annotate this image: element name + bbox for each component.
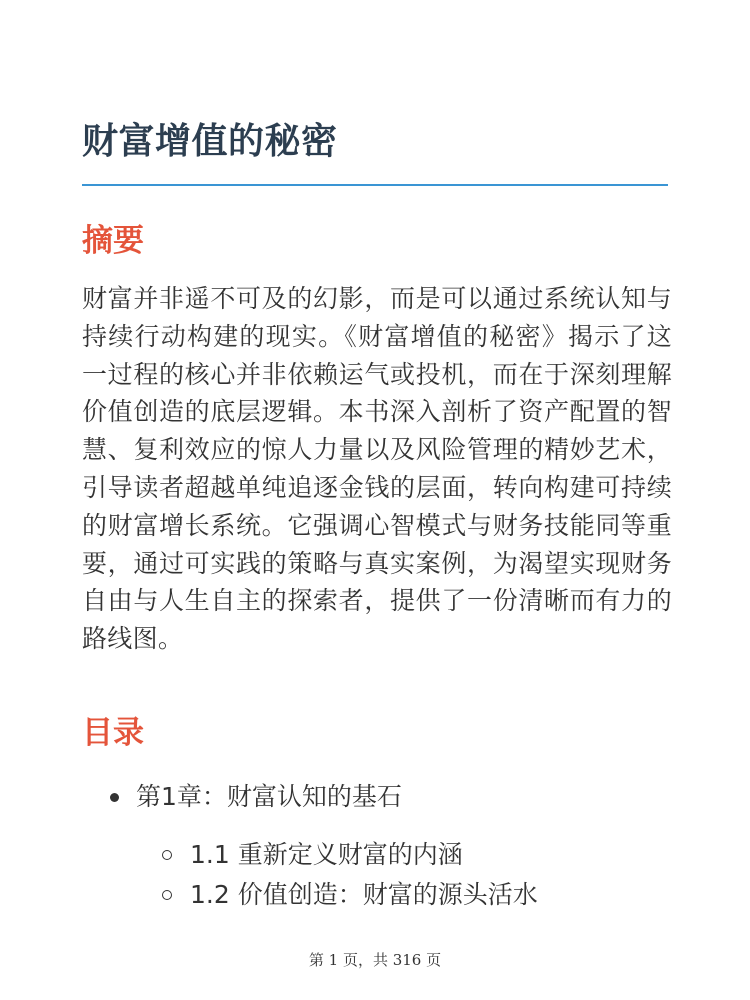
toc-chapter-item[interactable]: [110, 778, 402, 816]
title-divider: [82, 184, 668, 186]
toc-section-item[interactable]: [162, 876, 538, 914]
document-title: 财富增值的秘密: [82, 121, 338, 162]
bullet-circle-icon: [162, 890, 172, 900]
bullet-disc-icon: [110, 793, 119, 802]
toc-heading: 目录: [82, 715, 144, 751]
toc-chapter-list: [110, 778, 402, 816]
toc-section-list: [162, 836, 538, 916]
toc-section-label: 1.1 重新定义财富的内涵: [190, 840, 463, 869]
bullet-circle-icon: [162, 850, 172, 860]
toc-section-item[interactable]: [162, 836, 538, 874]
page-footer: 第 1 页，共 316 页: [308, 951, 442, 969]
abstract-text: 财富并非遥不可及的幻影，而是可以通过系统认知与持续行动构建的现实。《财富增值的秘密》揭示了这一过程的核心并非依赖运气或投机，而在于深刻理解价值创造的底层逻辑。本书深入剖析了资产配置的智慧、复利效应的惊人力量以及风险管理的精妙艺术，引导读者超越单纯追逐金钱的层面，转向构建可持续的财富增长系统。它强调心智模式与财务技能同等重要，通过可实践的策略与真实案例，为渴望实现财务自由与人生自主的探索者，提供了一份清晰而有力的路线图。: [82, 284, 672, 654]
toc-section-label: 1.2 价值创造：财富的源头活水: [190, 880, 538, 909]
abstract-heading: 摘要: [82, 223, 144, 259]
toc-chapter-label: 第1章：财富认知的基石: [136, 782, 402, 811]
